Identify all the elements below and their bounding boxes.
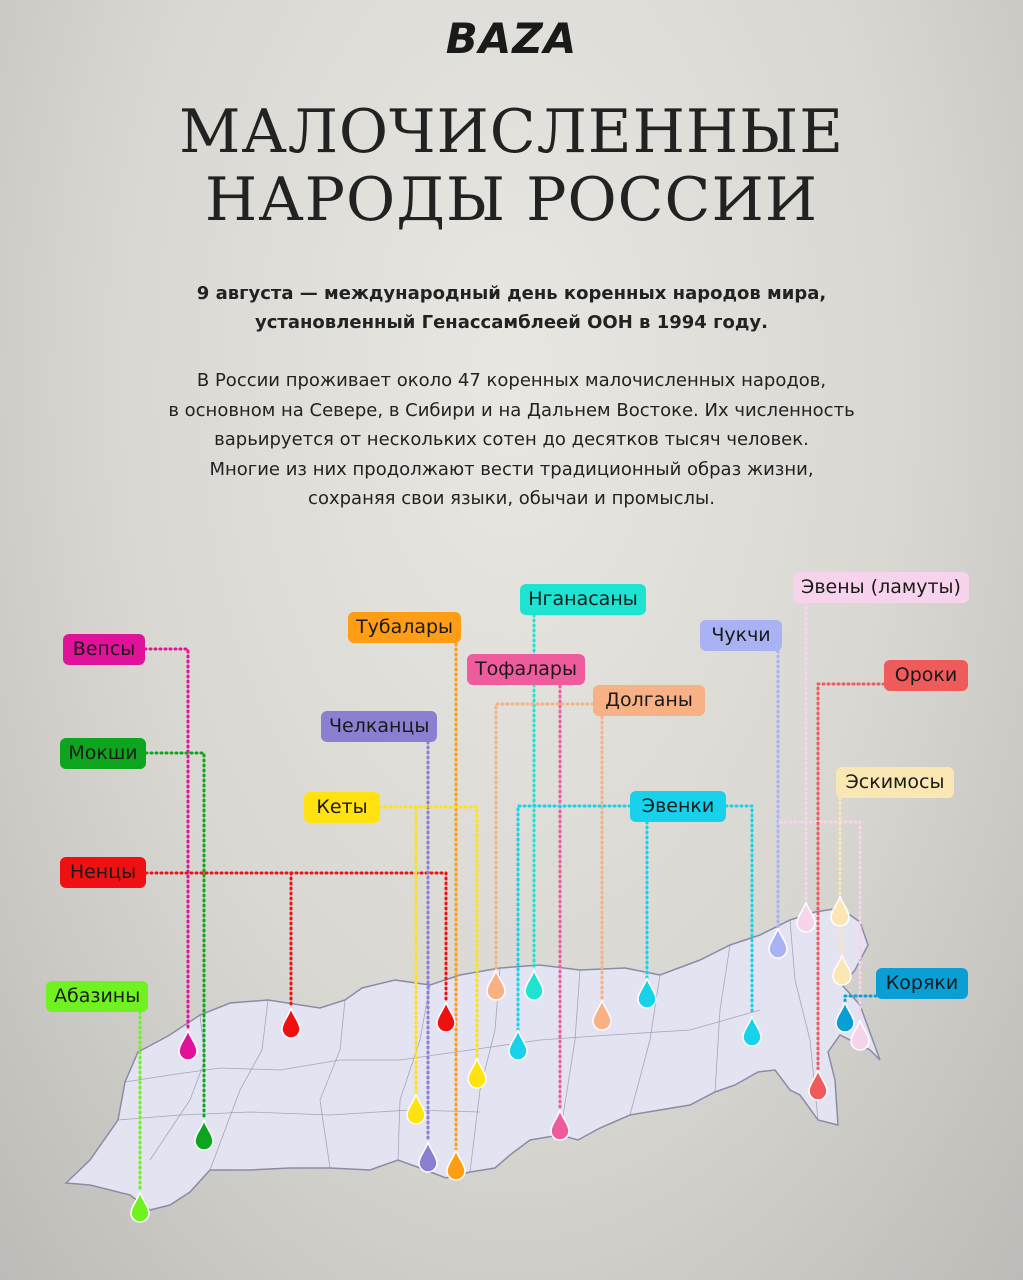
people-label[interactable]: Вепсы bbox=[63, 634, 145, 665]
people-label[interactable]: Ороки bbox=[884, 660, 968, 691]
body-line: варьируется от нескольких сотен до десятков тысяч человек. bbox=[214, 429, 809, 450]
people-label[interactable]: Ненцы bbox=[60, 857, 146, 888]
people-label[interactable]: Долганы bbox=[593, 685, 705, 716]
people-label[interactable]: Тубалары bbox=[348, 612, 461, 643]
leader-line bbox=[145, 649, 188, 1030]
body-line: В России проживает около 47 коренных малочисленных народов, bbox=[196, 370, 827, 391]
baza-logo: BAZA bbox=[445, 14, 578, 63]
people-label[interactable]: Нганасаны bbox=[520, 584, 646, 615]
people-label[interactable]: Эвены (ламуты) bbox=[793, 572, 969, 603]
intro-line: 9 августа — международный день коренных народов мира, bbox=[196, 283, 827, 304]
people-label[interactable]: Тофалары bbox=[467, 654, 585, 685]
title-line: НАРОДЫ РОССИИ bbox=[204, 165, 819, 235]
people-label[interactable]: Эвенки bbox=[630, 791, 726, 822]
location-pin-icon[interactable] bbox=[797, 902, 815, 932]
body-line: Многие из них продолжают вести традиционный образ жизни, bbox=[209, 458, 814, 480]
people-label[interactable]: Кеты bbox=[304, 792, 380, 823]
people-label[interactable]: Абазины bbox=[46, 981, 148, 1012]
people-label[interactable]: Эскимосы bbox=[836, 767, 954, 798]
location-pin-icon[interactable] bbox=[831, 896, 849, 926]
title-line: МАЛОЧИСЛЕННЫЕ bbox=[178, 97, 845, 167]
people-label[interactable]: Чукчи bbox=[700, 620, 782, 651]
people-label[interactable]: Коряки bbox=[876, 968, 968, 999]
intro-line: установленный Генассамблеей ООН в 1994 году. bbox=[255, 312, 768, 333]
body-line: сохраняя свои языки, обычаи и промыслы. bbox=[308, 488, 715, 509]
people-label[interactable]: Мокши bbox=[60, 738, 146, 769]
body-line: в основном на Севере, в Сибири и на Дальнем Востоке. Их численность bbox=[168, 399, 855, 421]
people-label[interactable]: Челканцы bbox=[321, 711, 437, 742]
leader-line bbox=[496, 704, 593, 970]
